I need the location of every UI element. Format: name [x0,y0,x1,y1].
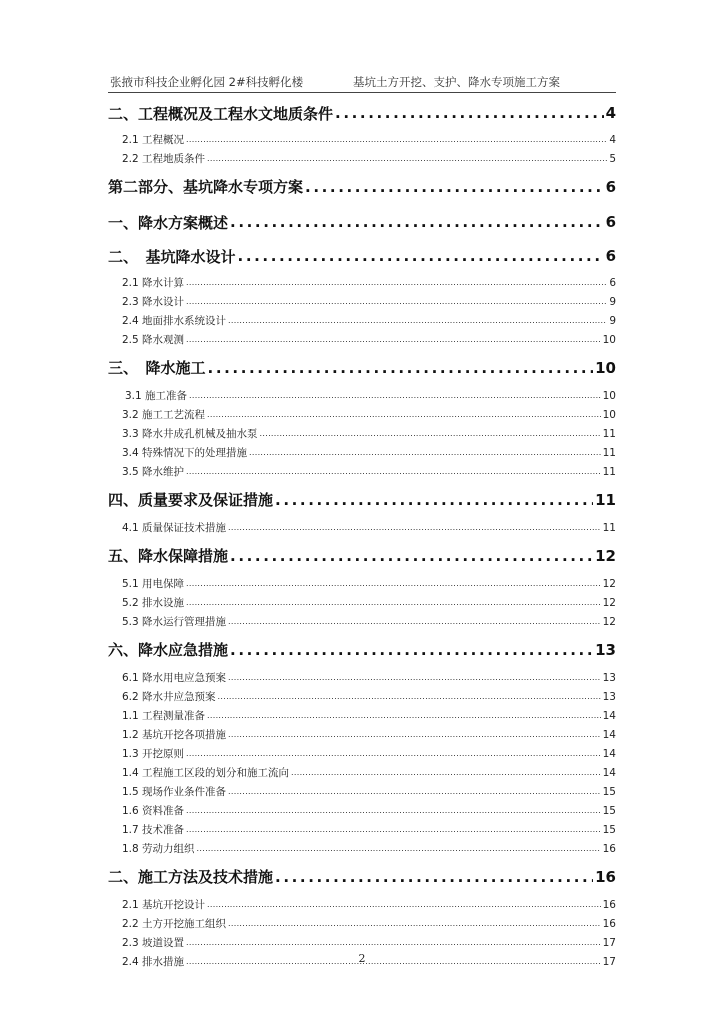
toc-entry-title: 6.2 降水井应急预案 [122,691,216,703]
toc-dot-leader [186,825,601,834]
toc-entry-page: 11 [595,490,616,509]
toc-dot-leader [305,178,604,196]
toc-entry-page: 9 [609,295,616,308]
toc-entry-page: 10 [602,389,616,402]
toc-entry-page: 11 [602,427,616,440]
toc-dot-leader [230,641,593,659]
toc-dot-leader [186,135,607,144]
toc-entry-title: 六、降水应急措施 [108,641,229,659]
toc-entry-heading[interactable] [108,239,616,273]
toc-entry-page: 17 [602,955,616,968]
toc-entry-heading[interactable] [108,481,616,518]
toc-dot-leader [207,900,601,909]
toc-entry-page: 10 [602,333,616,346]
toc-entry-title: 二、施工方法及技术措施 [108,868,274,886]
toc-dot-leader [186,335,601,344]
toc-entry-title: 3.5 降水维护 [122,466,185,478]
toc-dot-leader [186,579,601,588]
header-left-text: 张掖市科技企业孵化园 2#科技孵化楼 [110,75,304,89]
toc-entry-page: 14 [602,747,616,760]
toc-entry-title: 一、降水方案概述 [108,213,229,232]
table-of-contents [108,96,616,971]
toc-entry[interactable] [108,895,616,914]
toc-entry[interactable] [108,801,616,820]
toc-entry-title: 第二部分、基坑降水专项方案 [108,178,304,196]
toc-entry[interactable] [108,744,616,763]
toc-entry[interactable] [108,330,616,349]
toc-entry-page: 10 [595,358,616,377]
toc-entry[interactable] [108,839,616,858]
toc-entry-heading[interactable] [108,205,616,239]
toc-dot-leader [228,316,607,325]
toc-entry-page: 9 [609,314,616,327]
header-divider [108,92,616,93]
toc-dot-leader [228,617,601,626]
toc-dot-leader [228,787,601,796]
toc-entry[interactable] [108,933,616,952]
toc-dot-leader [275,491,593,509]
toc-entry-page: 12 [602,577,616,590]
toc-entry[interactable] [108,462,616,481]
toc-entry-title: 3.3 降水井成孔机械及抽水泵 [122,428,258,440]
toc-dot-leader [186,467,601,476]
toc-dot-leader [238,247,604,265]
toc-entry-heading[interactable] [108,96,616,130]
header-right-text: 基坑土方开挖、支护、降水专项施工方案 [353,75,560,89]
toc-entry[interactable] [108,311,616,330]
toc-entry-page: 11 [602,521,616,534]
toc-entry[interactable] [108,706,616,725]
toc-entry-title: 2.1 基坑开挖设计 [122,899,206,911]
toc-entry-page: 15 [602,804,616,817]
toc-entry[interactable] [108,130,616,149]
toc-entry-title: 2.3 坡道设置 [122,937,185,949]
toc-dot-leader [249,448,601,457]
toc-dot-leader [186,297,607,306]
toc-entry[interactable] [108,149,616,168]
toc-entry-page: 16 [595,867,616,886]
toc-dot-leader [228,523,601,532]
toc-entry-page: 15 [602,785,616,798]
toc-entry-page: 5 [609,152,616,165]
page-header [108,74,616,92]
toc-dot-leader [228,730,601,739]
toc-entry-page: 13 [602,671,616,684]
toc-dot-leader [186,806,601,815]
toc-entry-title: 2.2 土方开挖施工组织 [122,918,227,930]
toc-entry[interactable] [108,518,616,537]
toc-dot-leader [218,692,601,701]
toc-dot-leader [260,429,601,438]
toc-entry-page: 13 [595,640,616,659]
toc-entry-title: 1.7 技术准备 [122,824,185,836]
toc-entry-title: 二、 基坑降水设计 [108,247,236,266]
toc-entry-title: 4.1 质量保证技术措施 [122,522,227,534]
toc-entry-title: 6.1 降水用电应急预案 [122,672,227,684]
toc-dot-leader [230,213,604,231]
toc-entry-page: 14 [602,766,616,779]
toc-entry-heading[interactable] [108,168,616,205]
toc-entry-heading[interactable] [108,631,616,668]
toc-entry-title: 2.4 地面排水系统设计 [122,315,227,327]
toc-dot-leader [291,768,601,777]
toc-entry-title: 五、降水保障措施 [108,547,229,565]
toc-entry[interactable] [108,763,616,782]
toc-dot-leader [186,749,601,758]
toc-entry-title: 1.1 工程测量准备 [122,710,206,722]
toc-entry-page: 14 [602,709,616,722]
toc-dot-leader [230,547,593,565]
toc-entry-page: 6 [605,213,616,231]
toc-entry[interactable] [108,574,616,593]
toc-dot-leader [207,154,607,163]
page-number: 2 [358,952,366,965]
toc-entry-page: 16 [602,842,616,855]
toc-dot-leader [228,919,601,928]
toc-entry-page: 13 [602,690,616,703]
toc-dot-leader [207,410,601,419]
toc-dot-leader [186,278,607,287]
toc-entry-title: 1.5 现场作业条件准备 [122,786,227,798]
toc-entry-page: 11 [602,446,616,459]
toc-dot-leader [228,673,601,682]
toc-entry[interactable] [108,668,616,687]
toc-entry-page: 4 [605,104,616,122]
toc-entry-title: 2.2 工程地质条件 [122,153,206,165]
toc-entry-page: 4 [609,133,616,146]
toc-entry-page: 14 [602,728,616,741]
toc-entry[interactable] [108,424,616,443]
toc-entry[interactable] [108,914,616,933]
toc-entry-title: 1.8 劳动力组织 [122,843,195,855]
toc-dot-leader [207,711,601,720]
toc-entry-page: 17 [602,936,616,949]
toc-entry[interactable] [108,820,616,839]
toc-entry-heading[interactable] [108,349,616,386]
toc-entry-title: 5.2 排水设施 [122,597,185,609]
toc-entry[interactable] [108,443,616,462]
toc-entry-heading[interactable] [108,537,616,574]
toc-entry-heading[interactable] [108,858,616,895]
toc-entry-page: 6 [609,276,616,289]
toc-entry-title: 二、工程概况及工程水文地质条件 [108,104,334,123]
toc-entry-title: 1.2 基坑开挖各项措施 [122,729,227,741]
toc-entry[interactable] [108,782,616,801]
toc-entry[interactable] [108,273,616,292]
toc-dot-leader [208,359,594,377]
toc-entry[interactable] [108,292,616,311]
toc-entry-title: 2.3 降水设计 [122,296,185,308]
toc-dot-leader [197,844,601,853]
toc-entry[interactable] [108,593,616,612]
toc-entry[interactable] [108,612,616,631]
toc-entry-title: 2.4 排水措施 [122,956,185,968]
toc-entry-title: 1.4 工程施工区段的划分和施工流向 [122,767,290,779]
toc-entry[interactable] [108,405,616,424]
toc-entry-page: 12 [595,546,616,565]
toc-entry-page: 16 [602,917,616,930]
toc-entry-title: 3.2 施工工艺流程 [122,409,206,421]
toc-entry-title: 1.3 开挖原则 [122,748,185,760]
toc-entry[interactable] [108,687,616,706]
toc-entry-page: 15 [602,823,616,836]
toc-entry-title: 5.3 降水运行管理措施 [122,616,227,628]
toc-entry-title: 三、 降水施工 [108,359,206,377]
toc-entry-page: 6 [605,247,616,265]
toc-dot-leader [275,868,593,886]
toc-entry-title: 5.1 用电保障 [122,578,185,590]
toc-entry-title: 2.1 降水计算 [122,277,185,289]
toc-entry-page: 11 [602,465,616,478]
toc-entry[interactable] [108,386,616,405]
toc-entry-title: 2.5 降水观测 [122,334,185,346]
toc-entry-title: 2.1 工程概况 [122,134,185,146]
toc-dot-leader [189,391,601,400]
toc-entry-page: 12 [602,615,616,628]
toc-dot-leader [335,104,604,122]
toc-entry-page: 6 [605,177,616,196]
toc-dot-leader [186,938,601,947]
toc-entry-page: 10 [602,408,616,421]
toc-entry-page: 16 [602,898,616,911]
toc-entry-title: 3.4 特殊情况下的处理措施 [122,447,248,459]
toc-entry-title: 四、质量要求及保证措施 [108,491,274,509]
toc-entry-title: 1.6 资料准备 [122,805,185,817]
toc-entry-title: 3.1 施工准备 [125,390,188,402]
toc-entry[interactable] [108,725,616,744]
toc-entry-page: 12 [602,596,616,609]
toc-dot-leader [186,598,601,607]
